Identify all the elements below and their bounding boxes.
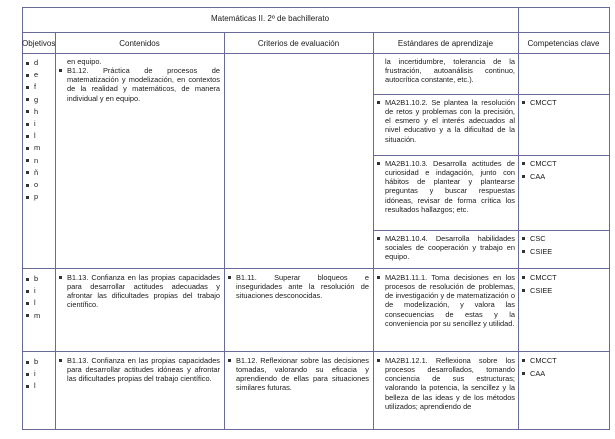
objetivo-item: g <box>25 94 53 106</box>
header-objetivos: Objetivos <box>22 39 56 48</box>
block1-objetivos <box>25 57 53 203</box>
table-rule <box>373 32 374 430</box>
block1-contenidos <box>58 57 220 103</box>
header-criterios: Criterios de evaluación <box>257 39 340 48</box>
table-rule <box>22 268 610 269</box>
competencia-item: CSC <box>521 234 606 243</box>
block3-objetivos <box>25 356 53 393</box>
competencia-item: CMCCT <box>521 159 606 168</box>
block3-estandar <box>376 356 515 428</box>
competencia-item: CSIEE <box>521 286 606 295</box>
block2-contenido <box>58 273 220 310</box>
table-rule <box>22 351 610 352</box>
table-rule <box>609 7 610 430</box>
table-rule <box>22 429 610 430</box>
block3-contenido <box>58 356 220 383</box>
criterio-item: B1.11. Superar bloqueos e inseguridades ante la resolución de situaciones desconocidas. <box>227 273 369 300</box>
curriculum-table <box>22 7 610 430</box>
competencia-item: CMCCT <box>521 98 606 107</box>
objetivo-item: d <box>25 57 53 69</box>
block1-estandar-2 <box>376 98 515 144</box>
block1-competencias-4 <box>521 234 606 256</box>
block2-competencias <box>521 273 606 295</box>
contenido-item: B1.12. Práctica de procesos de matematización y modelización, en contextos de la realidad y matemáticos, de manera individual y en equipo. <box>58 66 220 103</box>
estandar-item: MA2B1.10.4. Desarrolla habilidades sociales de cooperación y trabajo en equipo. <box>376 234 515 261</box>
objetivo-item: o <box>25 179 53 191</box>
block2-objetivos <box>25 273 53 322</box>
table-rule <box>373 230 610 231</box>
competencia-item: CMCCT <box>521 273 606 282</box>
contenido-item: B1.13. Confianza en las propias capacidades para desarrollar actitudes idóneas y afrontar las dificultades propias del trabajo científico. <box>58 356 220 383</box>
estandar-item: MA2B1.11.1. Toma decisiones en los procesos de resolución de problemas, de investigación y de matematización o de modelización, y valora las consecuencias de estas y la conveniencia por su sencillez y utilidad. <box>376 273 515 328</box>
header-estandares: Estándares de aprendizaje <box>397 39 494 48</box>
block1-estandar-3 <box>376 159 515 214</box>
header-competencias: Competencias clave <box>527 39 600 48</box>
competencia-item: CAA <box>521 172 606 181</box>
objetivo-item: n <box>25 155 53 167</box>
table-rule <box>55 32 56 430</box>
block3-criterio <box>227 356 369 393</box>
estandar-item: MA2B1.10.3. Desarrolla actitudes de curiosidad e indagación, junto con hábitos de plantear y plantearse preguntas y buscar respuestas idóneas, revisar de forma crítica los resultados hallazgos; etc. <box>376 159 515 214</box>
table-rule <box>22 7 23 430</box>
objetivo-item: b <box>25 356 53 368</box>
table-rule <box>224 32 225 430</box>
objetivo-item: h <box>25 106 53 118</box>
objetivo-item: i <box>25 285 53 297</box>
block1-competencias-3 <box>521 159 606 181</box>
table-rule <box>22 7 610 8</box>
table-rule <box>373 94 610 95</box>
objetivo-item: m <box>25 142 53 154</box>
objetivo-item: l <box>25 297 53 309</box>
contenido-continuation: en equipo. <box>67 57 102 66</box>
estandar-item: MA2B1.10.2. Se plantea la resolución de retos y problemas con la precisión, el esmero y el interés adecuados al nivel educativo y a la dificultad de la situación. <box>376 98 515 144</box>
table-rule <box>373 155 610 156</box>
objetivo-item: m <box>25 310 53 322</box>
block1-estandar-4 <box>376 234 515 261</box>
block1-estandar-1: la incertidumbre, tolerancia de la frustración, autoanálisis continuo, autocrítica constante, etc.). <box>385 57 515 85</box>
block3-competencias <box>521 356 606 378</box>
block2-criterio <box>227 273 369 300</box>
contenido-item: B1.13. Confianza en las propias capacidades para desarrollar actitudes adecuadas y afrontar las dificultades propias del trabajo científico. <box>58 273 220 310</box>
objetivo-item: l <box>25 380 53 392</box>
objetivo-item: f <box>25 81 53 93</box>
block1-competencias-2 <box>521 98 606 107</box>
competencia-item: CAA <box>521 369 606 378</box>
objetivo-item: p <box>25 191 53 203</box>
table-rule <box>518 7 519 430</box>
table-title: Matemáticas II. 2º de bachillerato <box>210 14 330 23</box>
objetivo-item: i <box>25 118 53 130</box>
block2-estandar <box>376 273 515 328</box>
criterio-item: B1.12. Reflexionar sobre las decisiones tomadas, valorando su eficacia y aprendiendo de ellas para situaciones similares futuras. <box>227 356 369 393</box>
objetivo-item: l <box>25 130 53 142</box>
competencia-item: CMCCT <box>521 356 606 365</box>
objetivo-item: i <box>25 368 53 380</box>
table-rule <box>22 53 610 54</box>
header-contenidos: Contenidos <box>119 39 160 48</box>
objetivo-item: e <box>25 69 53 81</box>
table-rule <box>22 32 610 33</box>
objetivo-item: ñ <box>25 167 53 179</box>
competencia-item: CSIEE <box>521 247 606 256</box>
estandar-item: MA2B1.12.1. Reflexiona sobre los procesos desarrollados, tomando conciencia de sus estructuras; valorando la potencia, la sencillez y la belleza de las ideas y de los métodos utilizados; aprendiendo de <box>376 356 515 411</box>
objetivo-item: b <box>25 273 53 285</box>
